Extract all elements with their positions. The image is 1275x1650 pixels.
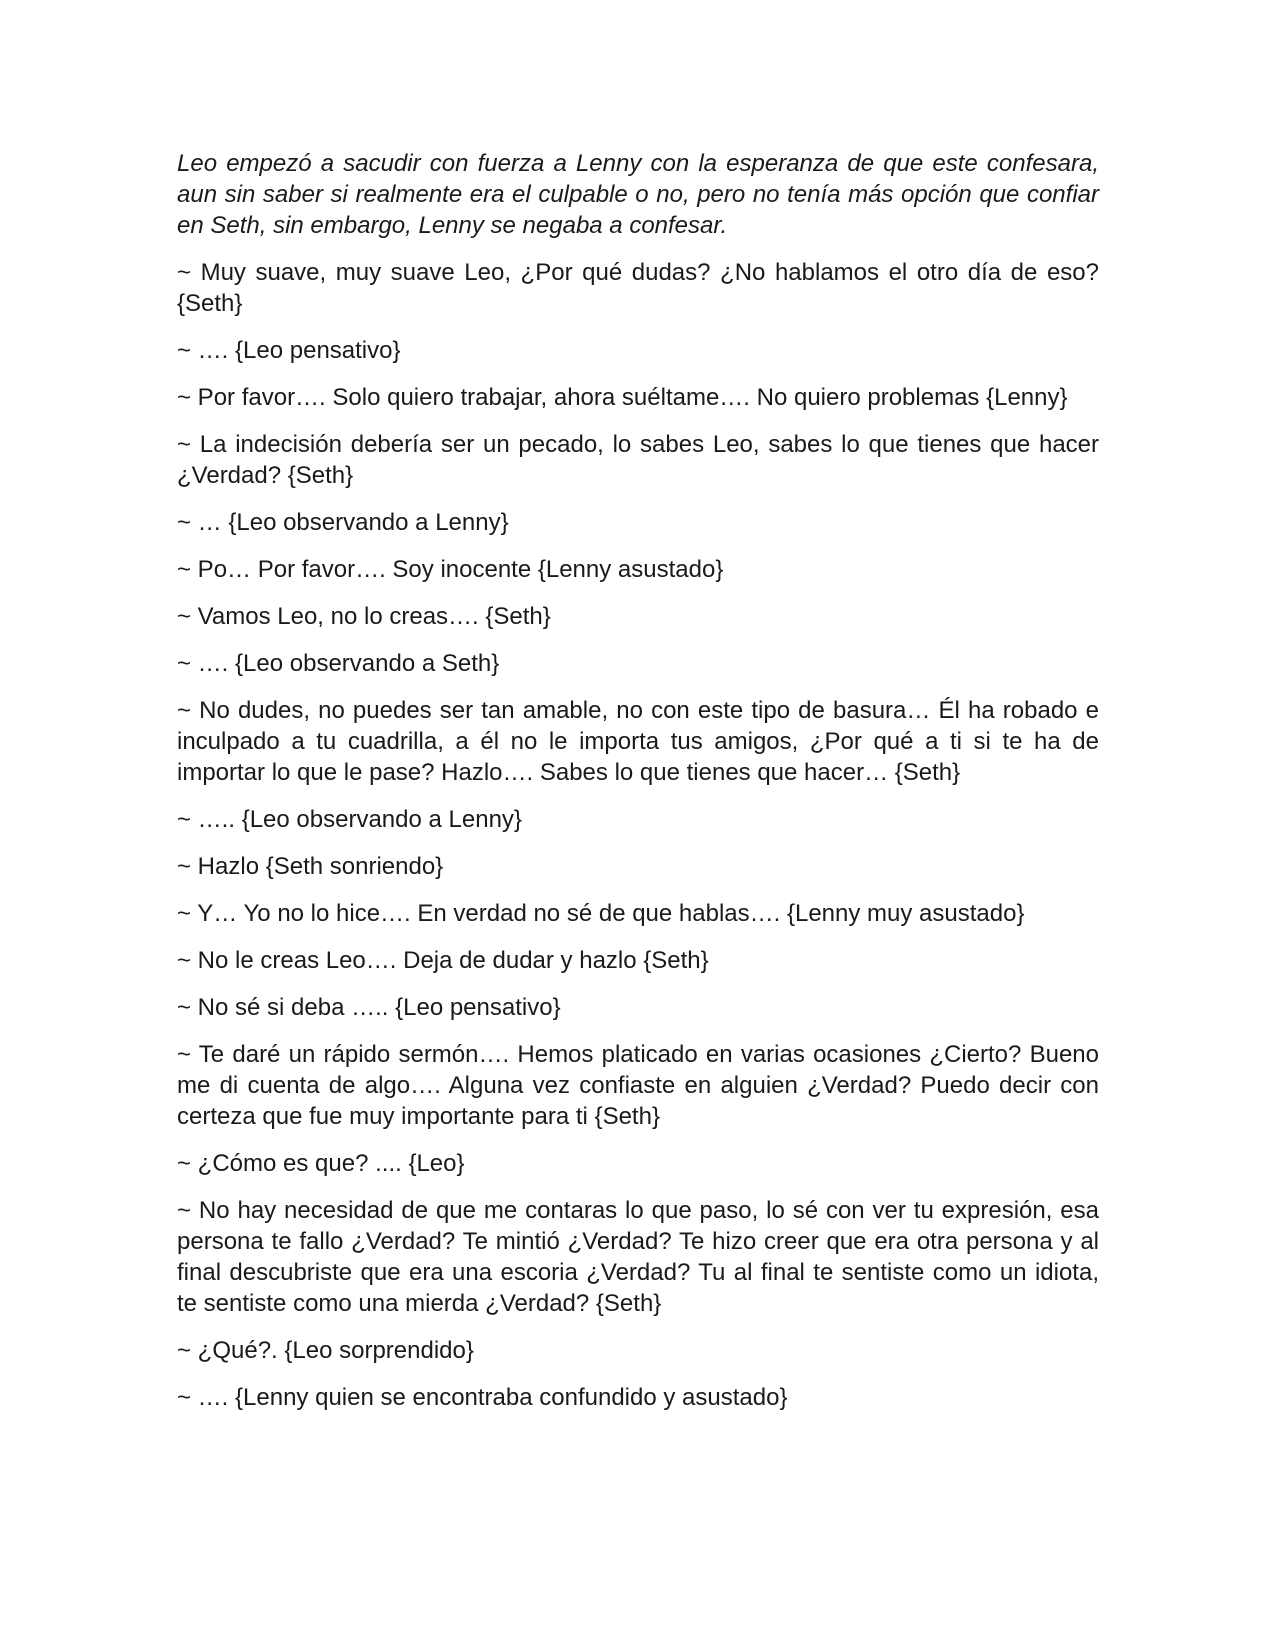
dialogue-line: ~ …. {Leo observando a Seth} [177,650,500,677]
dialogue-line: ~ Te daré un rápido sermón…. Hemos platicado en varias ocasiones ¿Cierto? Bueno me di cuenta de algo…. Alguna vez confiaste en alguien ¿Verdad? Puedo decir con certeza que fue muy importante para ti {Seth} [177,1041,1099,1130]
dialogue-line: ~ No hay necesidad de que me contaras lo que paso, lo sé con ver tu expresión, esa persona te fallo ¿Verdad? Te mintió ¿Verdad? Te hizo creer que era otra persona y al final descubriste que era una escoria ¿Verdad? Tu al final te sentiste como un idiota, te sentiste como una mierda ¿Verdad? {Seth} [177,1197,1099,1317]
document-page [177,148,1099,1429]
dialogue-line: ~ Y… Yo no lo hice…. En verdad no sé de que hablas…. {Lenny muy asustado} [177,900,1025,927]
dialogue-line: ~ No dudes, no puedes ser tan amable, no con este tipo de basura… Él ha robado e inculpado a tu cuadrilla, a él no le importa tus amigos, ¿Por qué a ti si te ha de importar lo que le pase? Hazlo…. Sabes lo que tienes que hacer… {Seth} [177,697,1099,786]
dialogue-line: ~ …. {Leo pensativo} [177,337,401,364]
dialogue-line: ~ Por favor…. Solo quiero trabajar, ahora suéltame…. No quiero problemas {Lenny} [177,384,1068,411]
dialogue-line: ~ Hazlo {Seth sonriendo} [177,853,444,880]
dialogue-line: ~ Po… Por favor…. Soy inocente {Lenny asustado} [177,556,724,583]
narration-paragraph: Leo empezó a sacudir con fuerza a Lenny con la esperanza de que este confesara, aun sin saber si realmente era el culpable o no, pero no tenía más opción que confiar en Seth, sin embargo, Lenny se negaba a confesar. [177,150,1099,239]
dialogue-line: ~ Vamos Leo, no lo creas…. {Seth} [177,603,551,630]
dialogue-line: ~ ….. {Leo observando a Lenny} [177,806,522,833]
dialogue-line: ~ Muy suave, muy suave Leo, ¿Por qué dudas? ¿No hablamos el otro día de eso? {Seth} [177,259,1099,317]
dialogue-line: ~ No le creas Leo…. Deja de dudar y hazlo {Seth} [177,947,709,974]
dialogue-line: ~ … {Leo observando a Lenny} [177,509,509,536]
dialogue-line: ~ La indecisión debería ser un pecado, lo sabes Leo, sabes lo que tienes que hacer ¿Verdad? {Seth} [177,431,1099,489]
dialogue-line: ~ ¿Cómo es que? .... {Leo} [177,1150,465,1177]
dialogue-line: ~ No sé si deba ….. {Leo pensativo} [177,994,561,1021]
dialogue-line: ~ …. {Lenny quien se encontraba confundido y asustado} [177,1384,788,1411]
dialogue-line: ~ ¿Qué?. {Leo sorprendido} [177,1337,474,1364]
